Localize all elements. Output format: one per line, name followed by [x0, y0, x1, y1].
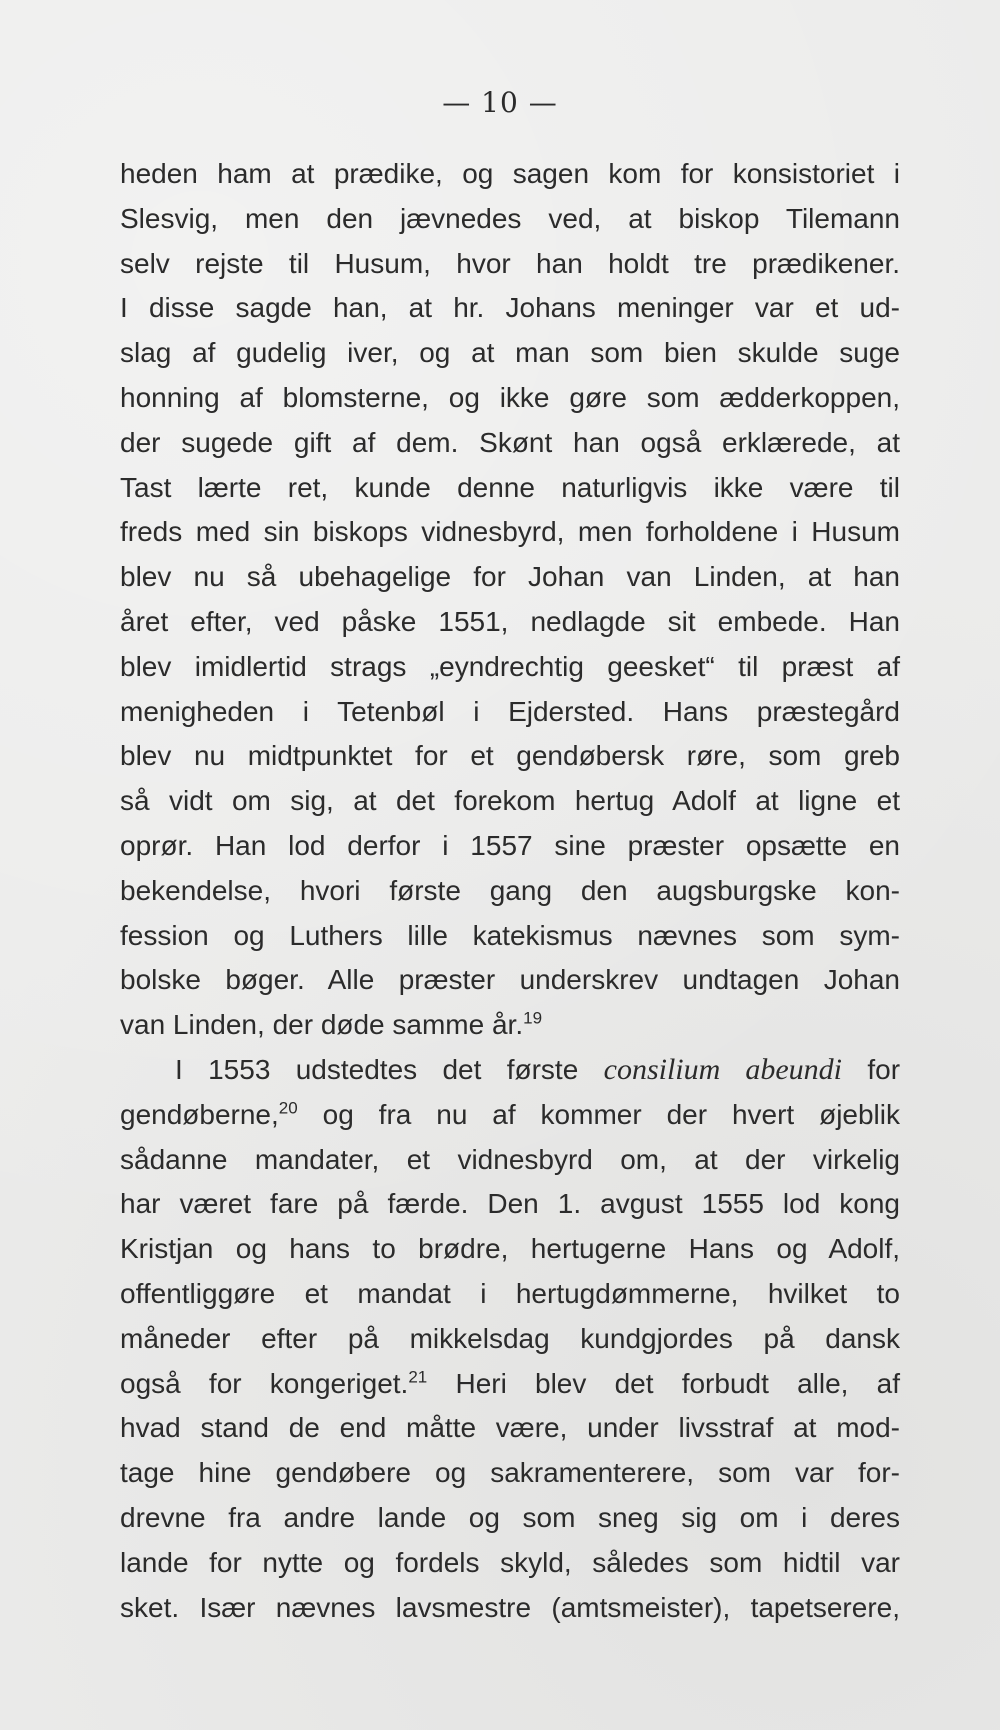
text-line: har været fare på færde. Den 1. avgust 1555 lod kong [120, 1188, 900, 1220]
line-text: I 1553 udstedtes det første [175, 1053, 579, 1085]
text-line: hvad stand de end måtte være, under livsstraf at mod- [120, 1412, 900, 1444]
text-line [120, 1093, 900, 1138]
text-line: året efter, ved påske 1551, nedlagde sit embede. Han [120, 605, 900, 637]
text-line: bekendelse, hvori første gang den augsburgske kon- [120, 874, 900, 906]
text-line [120, 1362, 900, 1407]
footnote-ref: 20 [278, 1098, 298, 1118]
text-line: Tast lærte ret, kunde denne naturligvis ikke være til [120, 471, 900, 503]
text-line: freds med sin biskops vidnesbyrd, men forholdene i Husum [120, 516, 900, 548]
text-line: bolske bøger. Alle præster underskrev undtagen Johan [120, 964, 900, 996]
line-text: gendøberne, [120, 1098, 279, 1130]
text-line: selv rejste til Husum, hvor han holdt tre prædikener. [120, 247, 900, 279]
text-line: fession og Luthers lille katekismus nævnes som sym- [120, 919, 900, 951]
text-line: tage hine gendøbere og sakramenterere, som var for- [120, 1457, 900, 1489]
text-line: blev imidlertid strags „eyndrechtig geesket“ til præst af [120, 650, 900, 682]
text-line: oprør. Han lod derfor i 1557 sine præster opsætte en [120, 829, 900, 861]
text-line: sket. Især nævnes lavsmestre (amtsmeister), tapetserere, [120, 1591, 900, 1623]
text-line: heden ham at prædike, og sagen kom for konsistoriet i [120, 158, 900, 189]
line-text: for [867, 1053, 901, 1085]
text-line: så vidt om sig, at det forekom hertug Adolf at ligne et [120, 785, 900, 817]
text-line: I disse sagde han, at hr. Johans meninger var et ud- [120, 292, 900, 324]
text-line: slag af gudelig iver, og at man som bien skulde suge [120, 337, 900, 369]
footnote-ref: 19 [523, 1008, 543, 1028]
line-text: også for kongeriget. [120, 1367, 409, 1399]
text-line [120, 1048, 900, 1093]
line-text: og fra nu af kommer der hvert øjeblik [322, 1098, 901, 1130]
line-text: Heri blev det forbudt alle, af [455, 1367, 900, 1399]
footnote-ref: 21 [408, 1367, 428, 1387]
text-line: måneder efter på mikkelsdag kundgjordes på dansk [120, 1322, 900, 1354]
text-line: lande for nytte og fordels skyld, således som hidtil var [120, 1546, 900, 1578]
line-text: van Linden, der døde samme år. [120, 1009, 524, 1041]
text-line [120, 1003, 900, 1048]
text-line: blev nu midtpunktet for et gendøbersk røre, som greb [120, 740, 900, 772]
text-line: menigheden i Tetenbøl i Ejdersted. Hans præstegård [120, 695, 900, 727]
text-line: blev nu så ubehagelige for Johan van Linden, at han [120, 561, 900, 593]
text-line: Slesvig, men den jævnedes ved, at biskop Tilemann [120, 202, 900, 234]
text-line: drevne fra andre lande og som sneg sig om i deres [120, 1501, 900, 1533]
body-text [120, 152, 900, 1630]
page-number: — 10 — [442, 86, 558, 119]
latin-phrase: consilium abeundi [603, 1052, 843, 1086]
text-line: offentliggøre et mandat i hertugdømmerne, hvilket to [120, 1277, 900, 1309]
text-line: Kristjan og hans to brødre, hertugerne Hans og Adolf, [120, 1233, 900, 1265]
text-line: der sugede gift af dem. Skønt han også erklærede, at [120, 426, 900, 458]
text-line: honning af blomsterne, og ikke gøre som ædderkoppen, [120, 381, 900, 413]
text-line: sådanne mandater, et vidnesbyrd om, at der virkelig [120, 1143, 900, 1175]
